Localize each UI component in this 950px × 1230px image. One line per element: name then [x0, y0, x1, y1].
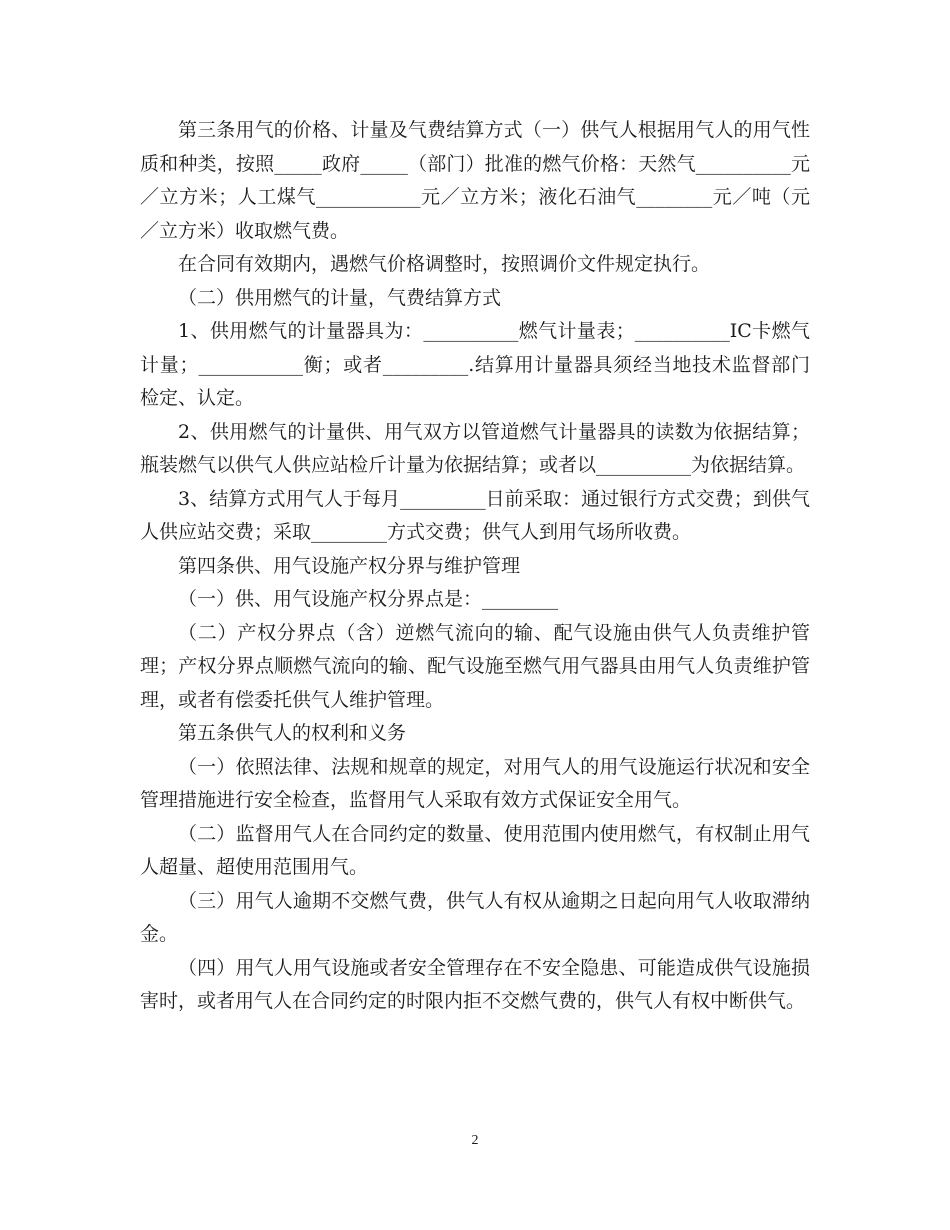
page-number: 2: [471, 1133, 479, 1148]
paragraph-boundary-point: （一）供、用气设施产权分界点是：________: [178, 588, 559, 610]
paragraph-article-5-heading: 第五条供气人的权利和义务: [178, 722, 407, 744]
paragraph-metering-instruments: 1、供用燃气的计量器具为：__________燃气计量表；__________IC卡燃气计量；___________衡；或者_________.结算用计量器具须经当地技术监督部门检定、认定。: [140, 320, 810, 409]
paragraph-late-fee: （三）用气人逾期不交燃气费，供气人有权从逾期之日起向用气人收取滞纳金。: [140, 889, 810, 945]
paragraph-article-4-heading: 第四条供、用气设施产权分界与维护管理: [178, 554, 521, 577]
paragraph-price-adjustment: 在合同有效期内，遇燃气价格调整时，按照调价文件规定执行。: [178, 253, 711, 275]
paragraph-metering-heading: （二）供用燃气的计量，气费结算方式: [178, 286, 502, 309]
paragraph-supply-interruption: （四）用气人用气设施或者安全管理存在不安全隐患、可能造成供气设施损害时，或者用气人在合同约定的时限内拒不交燃气费的，供气人有权中断供气。: [140, 956, 810, 1012]
document-body: [140, 114, 810, 1019]
paragraph-maintenance-responsibility: （二）产权分界点（含）逆燃气流向的输、配气设施由供气人负责维护管理；产权分界点顺燃气流向的输、配气设施至燃气用气器具由用气人负责维护管理，或者有偿委托供气人维护管理。: [140, 621, 810, 711]
paragraph-settlement-method: 3、结算方式用气人于每月_________日前采取：通过银行方式交费；到供气人供应站交费；采取________方式交费；供气人到用气场所收费。: [140, 487, 810, 543]
paragraph-safety-inspection: （一）依照法律、法规和规章的规定，对用气人的用气设施运行状况和安全管理措施进行安全检查，监督用气人采取有效方式保证安全用气。: [140, 755, 810, 811]
paragraph-usage-supervision: （二）监督用气人在合同约定的数量、使用范围内使用燃气，有权制止用气人超量、超使用范围用气。: [140, 822, 810, 878]
paragraph-metering-basis: 2、供用燃气的计量供、用气双方以管道燃气计量器具的读数为依据结算；瓶装燃气以供气人供应站检斤计量为依据结算；或者以__________为依据结算。: [140, 420, 810, 476]
paragraph-article-3-price: 第三条用气的价格、计量及气费结算方式（一）供气人根据用气人的用气性质和种类，按照_____政府_____（部门）批准的燃气价格：天然气__________元／立方米；人工煤气___________元／立方米；液化石油气________元／吨（元／立方米）收取燃气费。: [140, 119, 810, 242]
